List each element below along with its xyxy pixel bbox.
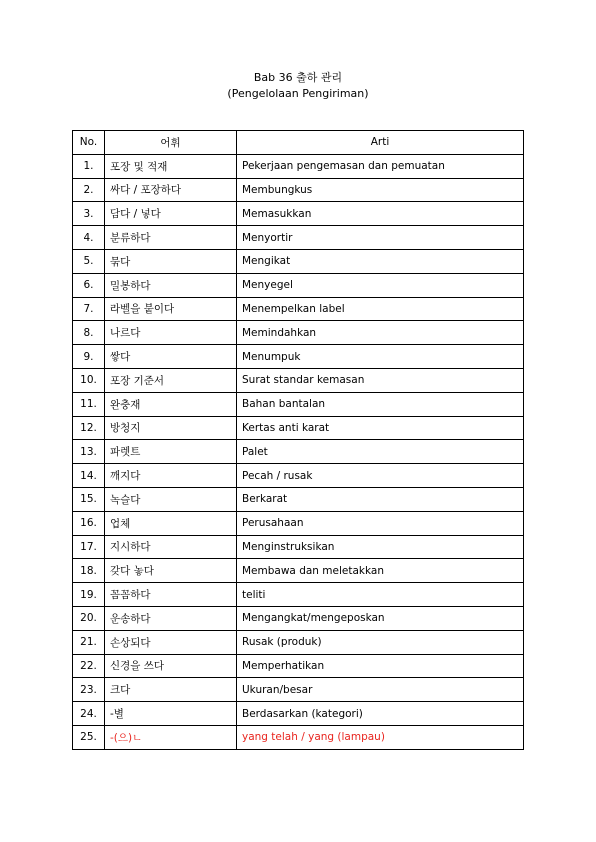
cell-word: 방청지 (105, 416, 237, 440)
page-title: Bab 36 출하 관리 (253, 71, 343, 84)
cell-word: 꼼꼼하다 (105, 583, 237, 607)
cell-number: 11. (73, 392, 105, 416)
column-header-meaning: Arti (237, 131, 524, 155)
table-row (73, 511, 524, 535)
document-header (0, 70, 596, 102)
cell-meaning: Menginstruksikan (237, 535, 524, 559)
table-row (73, 654, 524, 678)
cell-meaning: Menyortir (237, 226, 524, 250)
table-row (73, 321, 524, 345)
vocabulary-table (72, 130, 524, 750)
cell-meaning: Mengangkat/mengeposkan (237, 606, 524, 630)
cell-meaning: Palet (237, 440, 524, 464)
cell-number: 5. (73, 249, 105, 273)
cell-word: 녹슬다 (105, 487, 237, 511)
table-row (73, 678, 524, 702)
cell-number: 20. (73, 606, 105, 630)
cell-number: 16. (73, 511, 105, 535)
cell-word: 묶다 (105, 249, 237, 273)
table-row (73, 464, 524, 488)
cell-meaning: Memindahkan (237, 321, 524, 345)
table-row (73, 630, 524, 654)
column-header-word: 어휘 (105, 131, 237, 155)
cell-meaning: Berdasarkan (kategori) (237, 702, 524, 726)
table-row (73, 202, 524, 226)
cell-meaning: Ukuran/besar (237, 678, 524, 702)
cell-word: 라벨을 붙이다 (105, 297, 237, 321)
cell-word: 포장 기준서 (105, 368, 237, 392)
cell-number: 8. (73, 321, 105, 345)
cell-word: 싸다 / 포장하다 (105, 178, 237, 202)
cell-word: 갖다 놓다 (105, 559, 237, 583)
cell-meaning: Membawa dan meletakkan (237, 559, 524, 583)
cell-number: 4. (73, 226, 105, 250)
cell-word: 밀봉하다 (105, 273, 237, 297)
cell-number: 22. (73, 654, 105, 678)
cell-word: 분류하다 (105, 226, 237, 250)
cell-number: 14. (73, 464, 105, 488)
cell-number: 24. (73, 702, 105, 726)
table-row (73, 583, 524, 607)
table-row (73, 559, 524, 583)
cell-number: 25. (73, 725, 105, 749)
cell-meaning: Memperhatikan (237, 654, 524, 678)
cell-number: 3. (73, 202, 105, 226)
cell-word: 포장 및 적재 (105, 154, 237, 178)
cell-meaning: Berkarat (237, 487, 524, 511)
table-row (73, 273, 524, 297)
cell-word: 쌓다 (105, 345, 237, 369)
cell-word: 운송하다 (105, 606, 237, 630)
cell-word: 지시하다 (105, 535, 237, 559)
cell-meaning: Pekerjaan pengemasan dan pemuatan (237, 154, 524, 178)
cell-word: 크다 (105, 678, 237, 702)
cell-number: 6. (73, 273, 105, 297)
cell-word: -별 (105, 702, 237, 726)
page-subtitle: (Pengelolaan Pengiriman) (227, 87, 369, 100)
cell-word: 나르다 (105, 321, 237, 345)
cell-number: 1. (73, 154, 105, 178)
cell-meaning: Bahan bantalan (237, 392, 524, 416)
cell-word: 파렛트 (105, 440, 237, 464)
cell-word: 담다 / 넣다 (105, 202, 237, 226)
cell-number: 19. (73, 583, 105, 607)
cell-word: 업체 (105, 511, 237, 535)
cell-meaning: Pecah / rusak (237, 464, 524, 488)
table-row (73, 416, 524, 440)
cell-meaning: Surat standar kemasan (237, 368, 524, 392)
table-body (73, 154, 524, 749)
cell-number: 23. (73, 678, 105, 702)
cell-meaning: Rusak (produk) (237, 630, 524, 654)
cell-meaning: Memasukkan (237, 202, 524, 226)
cell-number: 13. (73, 440, 105, 464)
table-row (73, 297, 524, 321)
table-row (73, 725, 524, 749)
cell-word: 신경을 쓰다 (105, 654, 237, 678)
cell-number: 17. (73, 535, 105, 559)
cell-word: 깨지다 (105, 464, 237, 488)
cell-meaning: Menumpuk (237, 345, 524, 369)
cell-meaning: teliti (237, 583, 524, 607)
table-row (73, 392, 524, 416)
cell-meaning: Perusahaan (237, 511, 524, 535)
table-row (73, 702, 524, 726)
cell-number: 10. (73, 368, 105, 392)
cell-number: 15. (73, 487, 105, 511)
cell-number: 18. (73, 559, 105, 583)
column-header-number: No. (73, 131, 105, 155)
table-row (73, 535, 524, 559)
table-row (73, 345, 524, 369)
cell-word: -(으)ㄴ (105, 725, 237, 749)
table-row (73, 440, 524, 464)
cell-meaning: Menempelkan label (237, 297, 524, 321)
table-row (73, 154, 524, 178)
table-row (73, 249, 524, 273)
table-row (73, 226, 524, 250)
table-row (73, 606, 524, 630)
cell-number: 2. (73, 178, 105, 202)
cell-number: 12. (73, 416, 105, 440)
cell-number: 21. (73, 630, 105, 654)
cell-meaning: Menyegel (237, 273, 524, 297)
cell-word: 손상되다 (105, 630, 237, 654)
cell-meaning: Mengikat (237, 249, 524, 273)
table-row (73, 368, 524, 392)
cell-meaning: Membungkus (237, 178, 524, 202)
cell-number: 7. (73, 297, 105, 321)
table-row (73, 487, 524, 511)
cell-number: 9. (73, 345, 105, 369)
table-row (73, 178, 524, 202)
cell-meaning: yang telah / yang (lampau) (237, 725, 524, 749)
table-header-row (73, 131, 524, 155)
cell-word: 완충재 (105, 392, 237, 416)
cell-meaning: Kertas anti karat (237, 416, 524, 440)
